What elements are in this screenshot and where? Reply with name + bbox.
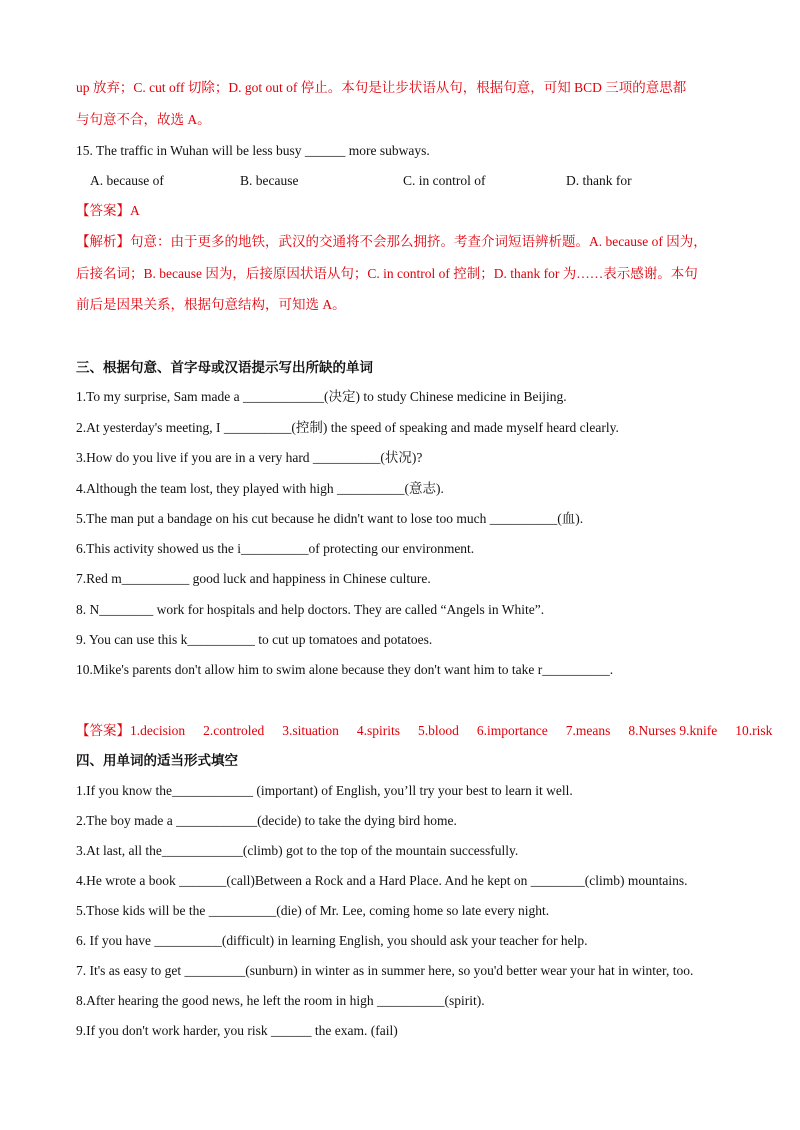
section-4-heading: 四、用单词的适当形式填空 <box>76 753 238 768</box>
section-4-item: 7. It's as easy to get _________(sunburn) in winter as in summer here, so you'd better wear your hat in winter, too. <box>76 963 694 978</box>
answer-15: 【答案】A <box>76 203 140 218</box>
option-b: B. because <box>240 173 299 188</box>
explanation-line: up 放弃；C. cut off 切除；D. got out of 停止。本句是让步状语从句，根据句意，可知 BCD 三项的意思都 <box>76 80 687 95</box>
answer-item: 10.risk <box>735 723 773 738</box>
section-4-item: 3.At last, all the____________(climb) got to the top of the mountain successfully. <box>76 843 519 858</box>
section-3-item: 7.Red m__________ good luck and happiness in Chinese culture. <box>76 571 431 586</box>
answer-item: 7.means <box>565 723 611 738</box>
section-3-item: 4.Although the team lost, they played with high __________(意志). <box>76 481 444 496</box>
section-3-item: 3.How do you live if you are in a very hard __________(状况)? <box>76 450 423 465</box>
section-4-item: 4.He wrote a book _______(call)Between a Rock and a Hard Place. And he kept on ________(climb) mountains. <box>76 873 688 888</box>
analysis-line: 后接名词；B. because 因为，后接原因状语从句；C. in control of 控制；D. thank for 为……表示感谢。本句 <box>76 266 698 281</box>
explanation-line: 与句意不合，故选 A。 <box>76 112 211 127</box>
section-4-item: 9.If you don't work harder, you risk ______ the exam. (fail) <box>76 1023 398 1038</box>
option-c: C. in control of <box>403 173 486 188</box>
section-3-item: 9. You can use this k__________ to cut up tomatoes and potatoes. <box>76 632 433 647</box>
section-4-item: 1.If you know the____________ (important) of English, you’ll try your best to learn it well. <box>76 783 573 798</box>
section-4-item: 6. If you have __________(difficult) in learning English, you should ask your teacher for help. <box>76 933 588 948</box>
answer-item: 5.blood <box>418 723 459 738</box>
question-15: 15. The traffic in Wuhan will be less busy ______ more subways. <box>76 143 430 158</box>
section-3-item: 1.To my surprise, Sam made a ____________(决定) to study Chinese medicine in Beijing. <box>76 389 567 404</box>
section-3-item: 2.At yesterday's meeting, I __________(控制) the speed of speaking and made myself heard clearly. <box>76 420 619 435</box>
answer-item: 6.importance <box>476 723 548 738</box>
section-4-item: 8.After hearing the good news, he left the room in high __________(spirit). <box>76 993 485 1008</box>
section-3-heading: 三、根据句意、首字母或汉语提示写出所缺的单词 <box>76 360 373 375</box>
answer-item: 8.Nurses 9.knife <box>628 723 718 738</box>
analysis-line: 【解析】句意：由于更多的地铁，武汉的交通将不会那么拥挤。考查介词短语辨析题。A. because of 因为， <box>76 234 707 249</box>
section-3-item: 6.This activity showed us the i__________of protecting our environment. <box>76 541 475 556</box>
section-3-item: 8. N________ work for hospitals and help doctors. They are called “Angels in White”. <box>76 602 545 617</box>
answer-label: 【答案】 <box>76 723 130 738</box>
option-d: D. thank for <box>566 173 632 188</box>
answer-item: 4.spirits <box>356 723 400 738</box>
analysis-line: 前后是因果关系，根据句意结构，可知选 A。 <box>76 297 346 312</box>
section-4-item: 5.Those kids will be the __________(die) of Mr. Lee, coming home so late every night. <box>76 903 550 918</box>
section-4-item: 2.The boy made a ____________(decide) to take the dying bird home. <box>76 813 457 828</box>
answer-item: 2.controled <box>203 723 265 738</box>
section-3-item: 5.The man put a bandage on his cut because he didn't want to lose too much __________(血). <box>76 511 584 526</box>
answer-item: 3.situation <box>282 723 339 738</box>
option-a: A. because of <box>90 173 164 188</box>
section-3-answers <box>76 721 772 741</box>
answer-item: 1.decision <box>130 723 186 738</box>
section-3-item: 10.Mike's parents don't allow him to swim alone because they don't want him to take r__________. <box>76 662 614 677</box>
